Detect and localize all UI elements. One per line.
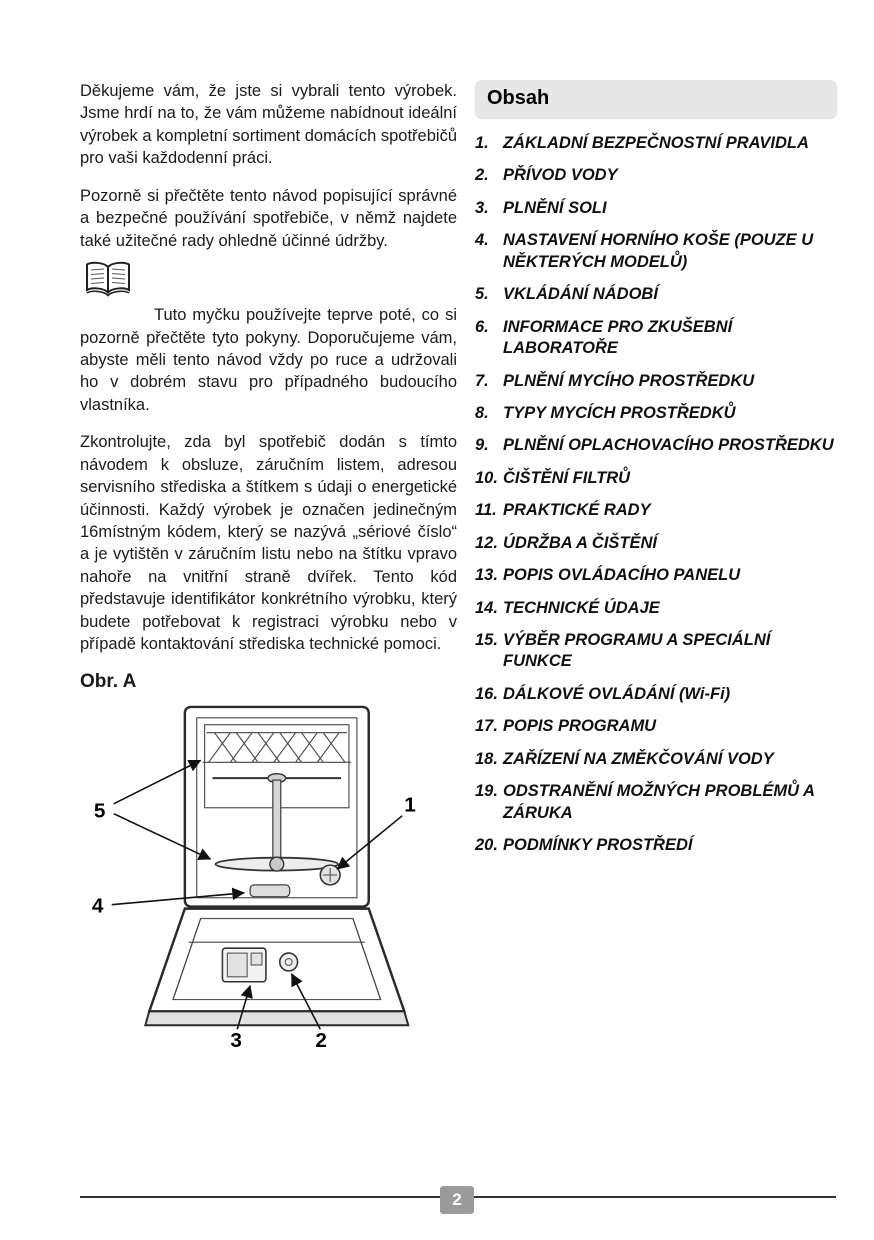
toc-item-2	[475, 165, 837, 186]
figure-label-3: 3	[230, 1028, 242, 1049]
intro-paragraph: Děkujeme vám, že jste si vybrali tento výrobek. Jsme hrdí na to, že vám můžeme nabídnout ideální výrobek a kompletní sortiment domácích spotřebičů pro vaši každodenní práci.	[80, 82, 457, 168]
toc-item-number: 17.	[475, 717, 498, 736]
toc-item-number: 9.	[475, 436, 489, 455]
toc-item-4	[475, 230, 837, 273]
figure-label-4: 4	[91, 894, 104, 918]
toc-item-number: 2.	[475, 166, 489, 185]
figure-label-2: 2	[315, 1028, 327, 1049]
toc-item-number: 16.	[475, 684, 498, 703]
toc-item-number: 20.	[475, 836, 498, 855]
toc-item-label: ODSTRANĚNÍ MOŽNÝCH PROBLÉMŮ A ZÁRUKA	[503, 782, 815, 822]
toc-item-label: TYPY MYCÍCH PROSTŘEDKŮ	[503, 403, 736, 422]
toc-item-17	[475, 716, 837, 737]
toc-item-label: ÚDRŽBA A ČIŠTĚNÍ	[503, 533, 657, 552]
toc-column	[475, 80, 837, 1054]
toc-item-label: ČIŠTĚNÍ FILTRŮ	[503, 468, 631, 487]
toc-header	[475, 80, 837, 118]
toc-item-number: 11.	[475, 501, 497, 520]
toc-item-label: POPIS PROGRAMU	[503, 717, 657, 736]
toc-item-20	[475, 835, 837, 856]
toc-item-label: INFORMACE PRO ZKUŠEBNÍ LABORATOŘE	[503, 317, 733, 358]
toc-item-label: TECHNICKÉ ÚDAJE	[503, 598, 660, 617]
toc-item-number: 6.	[475, 317, 489, 336]
toc-item-14	[475, 598, 837, 619]
toc-item-number: 3.	[475, 198, 489, 217]
toc-item-label: PŘÍVOD VODY	[503, 166, 618, 185]
figure-label-5: 5	[93, 799, 106, 823]
toc-item-number: 4.	[475, 231, 489, 250]
toc-item-number: 5.	[475, 285, 489, 304]
serial-number-paragraph: Zkontrolujte, zda byl spotřebič dodán s tímto návodem k obsluze, záručním listem, adresou servisního střediska a štítkem s údaji o energetické účinnosti. Každý výrobek je označen jedinečným 16místným kódem, který se nazývá „sériové číslo“ a je vytištěn v záručním listu nebo na štítku vpravo nahoře na vnitřní straně dvířek. Tento kód představuje identifikátor konkrétního výrobku, který budete potřebovat k registraci výrobku nebo v případě kontaktování střediska technické pomoci.	[80, 433, 457, 654]
figure-title: Obr. A	[80, 670, 137, 692]
book-note-text: Tuto myčku používejte teprve poté, co si pozorně přečtěte tyto pokyny. Doporučujeme vám, abyste měli tento návod vždy po ruce a udržovali ho v dobrém stavu pro případného budoucího vlastníka.	[80, 306, 457, 414]
toc-item-number: 12.	[475, 533, 498, 552]
toc-item-3	[475, 198, 837, 219]
figure-label-1: 1	[404, 793, 416, 817]
toc-item-12	[475, 533, 837, 554]
toc-item-label: NASTAVENÍ HORNÍHO KOŠE (POUZE U NĚKTERÝCH MODELŮ)	[503, 231, 814, 271]
toc-item-label: PLNĚNÍ SOLI	[503, 198, 607, 217]
toc-item-number: 8.	[475, 403, 489, 422]
toc-item-19	[475, 781, 837, 824]
toc-item-7	[475, 371, 837, 392]
toc-item-number: 15.	[475, 631, 498, 649]
page-number-badge: 2	[440, 1186, 474, 1214]
toc-item-number: 19.	[475, 782, 498, 801]
toc-item-label: VKLÁDÁNÍ NÁDOBÍ	[503, 285, 658, 304]
toc-item-label: PODMÍNKY PROSTŘEDÍ	[503, 836, 693, 855]
book-note-paragraph	[80, 304, 457, 416]
toc-item-18	[475, 749, 837, 770]
toc-item-16	[475, 684, 837, 705]
toc-item-label: VÝBĚR PROGRAMU A SPECIÁLNÍ FUNKCE	[503, 631, 771, 671]
toc-item-number: 7.	[475, 371, 489, 390]
open-book-icon	[84, 260, 132, 306]
read-manual-paragraph: Pozorně si přečtěte tento návod popisující správné a bezpečné používání spotřebiče, v němž najdete také užitečné rady ohledně účinné údržby.	[80, 186, 457, 250]
toc-item-1	[475, 133, 837, 154]
toc-item-number: 10.	[475, 468, 498, 487]
toc-item-label: ZAŘÍZENÍ NA ZMĚKČOVÁNÍ VODY	[503, 749, 774, 768]
dishwasher-diagram	[86, 701, 457, 1054]
toc-item-label: ZÁKLADNÍ BEZPEČNOSTNÍ PRAVIDLA	[503, 134, 809, 152]
toc-item-11	[475, 500, 837, 521]
page-content	[80, 80, 837, 1054]
toc-item-label: POPIS OVLÁDACÍHO PANELU	[503, 566, 741, 585]
toc-item-15	[475, 630, 837, 673]
left-column	[80, 80, 457, 1054]
toc-item-label: PRAKTICKÉ RADY	[503, 501, 651, 520]
toc-title: Obsah	[487, 87, 550, 109]
toc-item-label: PLNĚNÍ MYCÍHO PROSTŘEDKU	[503, 371, 755, 390]
toc-item-number: 18.	[475, 749, 498, 768]
toc-item-label: DÁLKOVÉ OVLÁDÁNÍ (Wi-Fi)	[503, 684, 731, 703]
toc-item-10	[475, 468, 837, 489]
toc-item-5	[475, 284, 837, 305]
toc-item-8	[475, 403, 837, 424]
toc-item-number: 1.	[475, 134, 489, 152]
toc-item-label: PLNĚNÍ OPLACHOVACÍHO PROSTŘEDKU	[503, 436, 834, 455]
toc-item-number: 13.	[475, 566, 498, 585]
toc-item-9	[475, 435, 837, 456]
toc-item-number: 14.	[475, 598, 498, 617]
toc-item-13	[475, 565, 837, 586]
toc-item-6	[475, 317, 837, 360]
